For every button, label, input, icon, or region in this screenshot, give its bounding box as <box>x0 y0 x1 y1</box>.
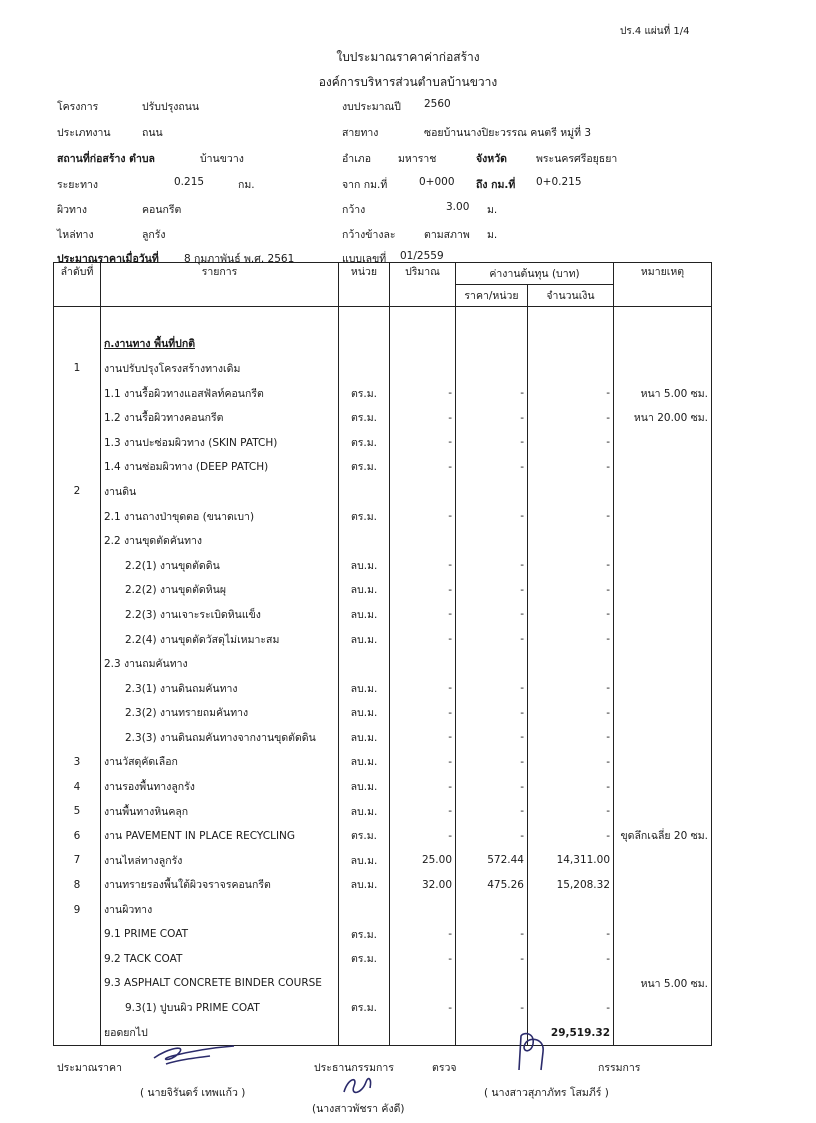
document-title: ใบประมาณราคาค่าก่อสร้าง <box>336 50 480 64</box>
row-amount: - <box>528 578 614 603</box>
row-quantity <box>390 356 456 381</box>
row-number <box>54 430 101 455</box>
row-unit-price <box>456 897 528 922</box>
row-amount <box>528 651 614 676</box>
row-unit: ลบ.ม. <box>339 553 390 578</box>
surface-label: ผิวทาง <box>57 204 87 216</box>
row-unit-price: - <box>456 823 528 848</box>
row-unit: ลบ.ม. <box>339 676 390 701</box>
row-number: 4 <box>54 774 101 799</box>
row-unit-price: - <box>456 799 528 824</box>
from-km-value: 0+000 <box>419 176 455 188</box>
row-item: 2.2(4) งานขุดตัดวัสดุไม่เหมาะสม <box>101 627 339 652</box>
distance-unit: กม. <box>238 179 255 191</box>
row-number <box>54 676 101 701</box>
row-quantity: - <box>390 750 456 775</box>
date-label: ประมาณราคาเมื่อวันที่ <box>57 253 159 265</box>
row-item: 2.2(2) งานขุดตัดหินผุ <box>101 578 339 603</box>
row-amount: - <box>528 922 614 947</box>
width-label: กว้าง <box>342 204 366 216</box>
table-row <box>54 799 712 824</box>
row-unit: ตร.ม. <box>339 381 390 406</box>
row-amount: - <box>528 405 614 430</box>
row-quantity: - <box>390 725 456 750</box>
row-amount <box>528 356 614 381</box>
row-remark <box>614 873 712 898</box>
row-number <box>54 701 101 726</box>
shoulder-width-value: ตามสภาพ <box>424 229 470 241</box>
row-remark <box>614 897 712 922</box>
from-km-label: จาก กม.ที่ <box>342 179 388 191</box>
row-remark: หนา 5.00 ซม. <box>614 381 712 406</box>
form-no-value: 01/2559 <box>400 250 444 262</box>
header-cost: ค่างานต้นทุน (บาท) <box>456 263 614 285</box>
header-amount: จำนวนเงิน <box>528 285 614 307</box>
row-quantity <box>390 897 456 922</box>
header-quantity: ปริมาณ <box>390 263 456 307</box>
row-remark <box>614 651 712 676</box>
row-unit: ตร.ม. <box>339 405 390 430</box>
table-row <box>54 922 712 947</box>
row-amount: - <box>528 553 614 578</box>
row-item: 2.3(3) งานดินถมคันทางจากงานขุดตัดดิน <box>101 725 339 750</box>
table-row <box>54 504 712 529</box>
table-row <box>54 405 712 430</box>
row-unit-price <box>456 356 528 381</box>
row-number <box>54 725 101 750</box>
header-unit: หน่วย <box>339 263 390 307</box>
row-quantity: - <box>390 799 456 824</box>
row-quantity: - <box>390 996 456 1021</box>
row-item: งานผิวทาง <box>101 897 339 922</box>
row-unit <box>339 332 390 357</box>
cost-estimate-table <box>53 262 712 1046</box>
row-amount: - <box>528 430 614 455</box>
row-unit: ลบ.ม. <box>339 873 390 898</box>
row-item: งาน PAVEMENT IN PLACE RECYCLING <box>101 823 339 848</box>
table-row <box>54 553 712 578</box>
row-remark <box>614 479 712 504</box>
project-value: ปรับปรุงถนน <box>142 101 200 113</box>
row-remark <box>614 922 712 947</box>
row-amount <box>528 307 614 332</box>
row-quantity: - <box>390 922 456 947</box>
row-amount <box>528 971 614 996</box>
row-unit-price: - <box>456 996 528 1021</box>
row-unit: ตร.ม. <box>339 823 390 848</box>
row-remark <box>614 946 712 971</box>
row-remark <box>614 504 712 529</box>
row-item: งานวัสดุคัดเลือก <box>101 750 339 775</box>
row-unit-price: - <box>456 701 528 726</box>
row-unit: ลบ.ม. <box>339 774 390 799</box>
worktype-value: ถนน <box>142 127 163 139</box>
table-row <box>54 725 712 750</box>
row-unit <box>339 897 390 922</box>
route-value: ซอยบ้านนางปิยะวรรณ คนตรี หมู่ที่ 3 <box>424 127 592 139</box>
row-amount: - <box>528 381 614 406</box>
chair-signature <box>340 1072 376 1102</box>
row-number <box>54 405 101 430</box>
row-number <box>54 627 101 652</box>
row-number: 5 <box>54 799 101 824</box>
row-amount: - <box>528 676 614 701</box>
row-amount: - <box>528 946 614 971</box>
row-item: 1.3 งานปะซ่อมผิวทาง (SKIN PATCH) <box>101 430 339 455</box>
row-item: 2.3(2) งานทรายถมคันทาง <box>101 701 339 726</box>
row-amount: - <box>528 627 614 652</box>
header-item: รายการ <box>101 263 339 307</box>
row-number <box>54 381 101 406</box>
row-number <box>54 922 101 947</box>
row-amount: - <box>528 750 614 775</box>
row-remark <box>614 455 712 480</box>
row-remark <box>614 578 712 603</box>
row-unit: ลบ.ม. <box>339 701 390 726</box>
row-amount <box>528 528 614 553</box>
row-amount: 29,519.32 <box>528 1020 614 1045</box>
row-unit-price: - <box>456 381 528 406</box>
row-number <box>54 1020 101 1045</box>
row-quantity <box>390 651 456 676</box>
row-quantity: - <box>390 578 456 603</box>
row-number: 1 <box>54 356 101 381</box>
row-quantity: - <box>390 823 456 848</box>
row-unit: ลบ.ม. <box>339 627 390 652</box>
row-quantity: - <box>390 553 456 578</box>
row-unit-price <box>456 971 528 996</box>
project-label: โครงการ <box>57 101 99 113</box>
row-unit: ตร.ม. <box>339 504 390 529</box>
row-unit-price: - <box>456 578 528 603</box>
row-quantity: - <box>390 676 456 701</box>
row-unit-price: - <box>456 750 528 775</box>
row-remark <box>614 701 712 726</box>
row-unit-price: - <box>456 627 528 652</box>
district-value: มหาราช <box>398 153 437 165</box>
row-quantity: - <box>390 430 456 455</box>
row-unit-price: 572.44 <box>456 848 528 873</box>
row-remark <box>614 553 712 578</box>
row-number: 2 <box>54 479 101 504</box>
province-label: จังหวัด <box>476 153 507 165</box>
row-amount: - <box>528 602 614 627</box>
route-label: สายทาง <box>342 127 379 139</box>
table-row <box>54 627 712 652</box>
row-amount: - <box>528 701 614 726</box>
row-unit: ตร.ม. <box>339 430 390 455</box>
row-remark: ขุดลึกเฉลี่ย 20 ซม. <box>614 823 712 848</box>
row-number: 7 <box>54 848 101 873</box>
row-quantity: - <box>390 946 456 971</box>
row-unit-price <box>456 528 528 553</box>
row-item: 9.3(1) ปูบนผิว PRIME COAT <box>101 996 339 1021</box>
row-quantity <box>390 479 456 504</box>
table-row <box>54 823 712 848</box>
row-remark <box>614 356 712 381</box>
row-remark <box>614 332 712 357</box>
row-unit-price: - <box>456 553 528 578</box>
table-row <box>54 479 712 504</box>
row-remark: หนา 5.00 ซม. <box>614 971 712 996</box>
to-km-label: ถึง กม.ที่ <box>476 179 516 191</box>
row-item: งานปรับปรุงโครงสร้างทางเดิม <box>101 356 339 381</box>
sheet-number: ปร.4 แผ่นที่ 1/4 <box>620 26 690 37</box>
province-value: พระนครศรีอยุธยา <box>536 153 618 165</box>
row-number: 3 <box>54 750 101 775</box>
row-amount: 14,311.00 <box>528 848 614 873</box>
surface-value: คอนกรีต <box>142 204 182 216</box>
row-number <box>54 971 101 996</box>
row-quantity: - <box>390 405 456 430</box>
row-amount: - <box>528 455 614 480</box>
header-unit-price: ราคา/หน่วย <box>456 285 528 307</box>
row-remark <box>614 528 712 553</box>
row-number <box>54 996 101 1021</box>
row-unit <box>339 307 390 332</box>
row-item: 1.2 งานรื้อผิวทางคอนกรีต <box>101 405 339 430</box>
table-row <box>54 848 712 873</box>
row-quantity: - <box>390 381 456 406</box>
row-unit: ลบ.ม. <box>339 578 390 603</box>
row-unit: ตร.ม. <box>339 922 390 947</box>
row-item: ก.งานทาง พื้นที่ปกติ <box>101 332 339 357</box>
row-item: 2.2(3) งานเจาะระเบิดหินแข็ง <box>101 602 339 627</box>
row-amount: - <box>528 799 614 824</box>
committee-label: กรรมการ <box>598 1062 641 1074</box>
table-row <box>54 774 712 799</box>
row-item <box>101 307 339 332</box>
header-remark: หมายเหตุ <box>614 263 712 307</box>
table-row <box>54 873 712 898</box>
row-remark <box>614 799 712 824</box>
row-item: 2.2(1) งานขุดตัดดิน <box>101 553 339 578</box>
row-remark <box>614 848 712 873</box>
row-remark <box>614 725 712 750</box>
row-amount <box>528 479 614 504</box>
row-unit <box>339 651 390 676</box>
row-unit-price: - <box>456 725 528 750</box>
table-row <box>54 332 712 357</box>
shoulder-width-unit: ม. <box>487 229 498 241</box>
row-unit-price: - <box>456 946 528 971</box>
row-number <box>54 946 101 971</box>
to-km-value: 0+0.215 <box>536 176 582 188</box>
table-row <box>54 578 712 603</box>
estimator-name: ( นายจิรันดร์ เทพแก้ว ) <box>140 1087 246 1099</box>
row-item: งานพื้นทางหินคลุก <box>101 799 339 824</box>
member-signature <box>505 1030 555 1074</box>
row-remark <box>614 430 712 455</box>
row-quantity: 32.00 <box>390 873 456 898</box>
row-quantity <box>390 971 456 996</box>
row-quantity <box>390 307 456 332</box>
row-amount: - <box>528 504 614 529</box>
row-unit: ลบ.ม. <box>339 725 390 750</box>
row-unit: ตร.ม. <box>339 996 390 1021</box>
row-remark <box>614 774 712 799</box>
row-unit: ลบ.ม. <box>339 848 390 873</box>
table-row <box>54 602 712 627</box>
row-quantity: 25.00 <box>390 848 456 873</box>
table-row <box>54 701 712 726</box>
budget-value: 2560 <box>424 98 451 110</box>
row-item: 2.2 งานขุดตัดคันทาง <box>101 528 339 553</box>
form-no-label: แบบเลขที่ <box>342 253 387 265</box>
table-row <box>54 750 712 775</box>
table-row <box>54 946 712 971</box>
budget-label: งบประมาณปี <box>342 101 401 113</box>
organization-title: องค์การบริหารส่วนตำบลบ้านขวาง <box>318 75 498 89</box>
row-amount: - <box>528 823 614 848</box>
row-remark <box>614 307 712 332</box>
row-unit: ลบ.ม. <box>339 799 390 824</box>
width-value: 3.00 <box>446 201 470 213</box>
row-item: งานไหล่ทางลูกรัง <box>101 848 339 873</box>
shoulder-label: ไหล่ทาง <box>57 229 94 241</box>
row-number: 9 <box>54 897 101 922</box>
row-number <box>54 307 101 332</box>
check-label: ตรวจ <box>432 1062 457 1074</box>
row-item: งานดิน <box>101 479 339 504</box>
member-name: ( นางสาวสุภาภัทร โสมภีร์ ) <box>484 1087 609 1099</box>
row-number <box>54 332 101 357</box>
row-remark <box>614 676 712 701</box>
row-item: 2.1 งานถางป่าขุดตอ (ขนาดเบา) <box>101 504 339 529</box>
row-unit-price <box>456 332 528 357</box>
row-remark <box>614 1020 712 1045</box>
distance-label: ระยะทาง <box>57 179 99 191</box>
estimator-label: ประมาณราคา <box>57 1062 122 1074</box>
row-remark <box>614 750 712 775</box>
estimator-signature <box>148 1040 238 1068</box>
row-unit <box>339 356 390 381</box>
row-number <box>54 504 101 529</box>
row-remark: หนา 20.00 ซม. <box>614 405 712 430</box>
row-unit: ลบ.ม. <box>339 750 390 775</box>
table-row <box>54 528 712 553</box>
table-row <box>54 651 712 676</box>
row-unit-price <box>456 651 528 676</box>
row-amount <box>528 332 614 357</box>
site-value: บ้านขวาง <box>200 153 244 165</box>
row-quantity: - <box>390 774 456 799</box>
row-item: 9.2 TACK COAT <box>101 946 339 971</box>
row-unit <box>339 479 390 504</box>
table-row <box>54 676 712 701</box>
row-number <box>54 578 101 603</box>
row-item: งานทรายรองพื้นใต้ผิวจราจรคอนกรีต <box>101 873 339 898</box>
row-unit-price: 475.26 <box>456 873 528 898</box>
row-quantity: - <box>390 627 456 652</box>
row-item: 1.4 งานซ่อมผิวทาง (DEEP PATCH) <box>101 455 339 480</box>
row-unit: ลบ.ม. <box>339 602 390 627</box>
row-unit <box>339 971 390 996</box>
row-item: งานรองพื้นทางลูกรัง <box>101 774 339 799</box>
row-quantity: - <box>390 701 456 726</box>
row-quantity: - <box>390 504 456 529</box>
row-number <box>54 553 101 578</box>
row-amount: 15,208.32 <box>528 873 614 898</box>
row-unit-price: - <box>456 504 528 529</box>
table-row <box>54 897 712 922</box>
table-row <box>54 307 712 332</box>
row-item: 2.3 งานถมคันทาง <box>101 651 339 676</box>
row-quantity <box>390 332 456 357</box>
width-unit: ม. <box>487 204 498 216</box>
row-remark <box>614 602 712 627</box>
shoulder-width-label: กว้างข้างละ <box>342 229 396 241</box>
row-remark <box>614 627 712 652</box>
row-number <box>54 651 101 676</box>
row-quantity <box>390 528 456 553</box>
header-no: ลำดับที่ <box>54 263 101 307</box>
row-item: 9.3 ASPHALT CONCRETE BINDER COURSE <box>101 971 339 996</box>
row-item: 2.3(1) งานดินถมคันทาง <box>101 676 339 701</box>
row-amount <box>528 897 614 922</box>
row-amount: - <box>528 996 614 1021</box>
chair-name: (นางสาวพัชรา คังดี) <box>312 1103 405 1115</box>
row-number <box>54 528 101 553</box>
row-unit-price: - <box>456 676 528 701</box>
row-unit-price: - <box>456 602 528 627</box>
row-number <box>54 455 101 480</box>
row-item: 1.1 งานรื้อผิวทางแอสฟัลท์คอนกรีต <box>101 381 339 406</box>
row-quantity: - <box>390 455 456 480</box>
row-unit <box>339 528 390 553</box>
row-unit-price <box>456 479 528 504</box>
row-unit <box>339 1020 390 1045</box>
row-unit-price: - <box>456 922 528 947</box>
site-label: สถานที่ก่อสร้าง ตำบล <box>57 153 155 165</box>
row-number: 8 <box>54 873 101 898</box>
row-unit-price: - <box>456 405 528 430</box>
table-row <box>54 381 712 406</box>
row-amount: - <box>528 774 614 799</box>
row-unit-price: - <box>456 430 528 455</box>
row-remark <box>614 996 712 1021</box>
table-row <box>54 356 712 381</box>
table-body <box>54 307 712 1046</box>
row-unit-price: - <box>456 774 528 799</box>
row-number: 6 <box>54 823 101 848</box>
table-row <box>54 971 712 996</box>
row-quantity <box>390 1020 456 1045</box>
row-item: 9.1 PRIME COAT <box>101 922 339 947</box>
row-unit: ตร.ม. <box>339 946 390 971</box>
date-value: 8 กุมภาพันธ์ พ.ศ. 2561 <box>184 253 295 265</box>
table-row <box>54 996 712 1021</box>
row-quantity: - <box>390 602 456 627</box>
row-amount: - <box>528 725 614 750</box>
table-row <box>54 455 712 480</box>
row-item: ยอดยกไป <box>101 1020 339 1045</box>
chair-label: ประธานกรรมการ <box>314 1062 394 1074</box>
worktype-label: ประเภทงาน <box>57 127 111 139</box>
district-label: อำเภอ <box>342 153 372 165</box>
distance-value: 0.215 <box>174 176 205 188</box>
row-unit-price: - <box>456 455 528 480</box>
shoulder-value: ลูกรัง <box>142 229 166 241</box>
row-unit-price <box>456 307 528 332</box>
row-unit: ตร.ม. <box>339 455 390 480</box>
table-row <box>54 430 712 455</box>
row-number <box>54 602 101 627</box>
